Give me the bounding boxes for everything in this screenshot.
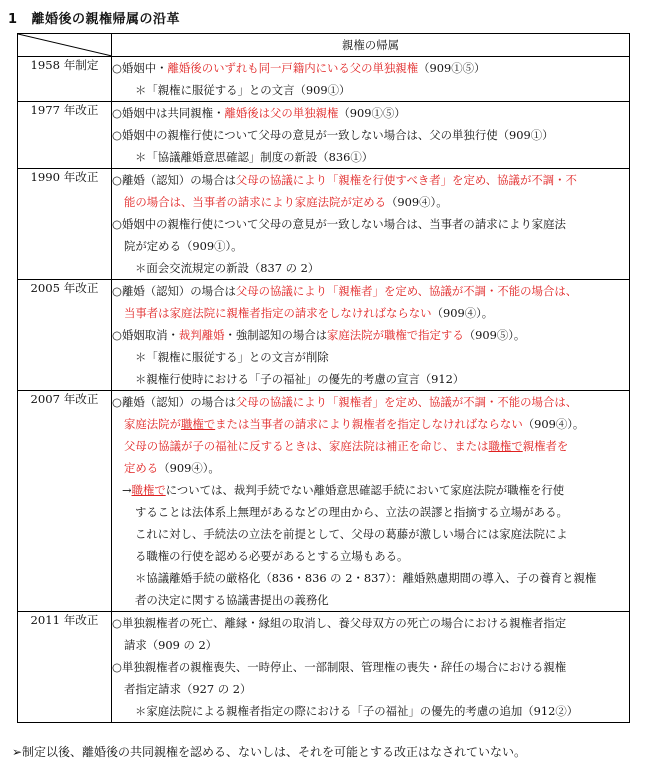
text-segment: ○婚姻中・ <box>112 61 168 75</box>
text-segment: ○婚姻中は共同親権・ <box>112 106 225 120</box>
description-line <box>112 213 629 235</box>
highlighted-text: 離婚後は父の単独親権 <box>224 106 339 120</box>
description-line <box>112 501 629 523</box>
description-line <box>112 634 629 656</box>
highlighted-text: 家庭法院が職権で指定する <box>327 328 464 342</box>
text-segment: （909④）。 <box>522 417 585 431</box>
description-line <box>112 280 629 302</box>
highlighted-text: 父母の協議により「親権者」を定め、協議が不調・不能の場合は、 <box>235 395 578 409</box>
text-segment: ○婚姻中の親権行使について父母の意見が一致しない場合は、当事者の請求により家庭法 <box>112 217 566 231</box>
custody-description <box>112 169 630 280</box>
text-segment: る職権の行使を認める必要があるとする立場もある。 <box>135 549 409 563</box>
revision-year: 2007 年改正 <box>18 391 112 612</box>
text-segment: ○婚姻中の親権行使について父母の意見が一致しない場合は、父の単独行使（909①） <box>112 128 554 142</box>
table-row <box>18 280 630 391</box>
section-title <box>8 8 180 27</box>
text-segment: ＊親権行使時における「子の福祉」の優先的考慮の宣言（912） <box>135 372 465 386</box>
description-line <box>112 700 629 722</box>
highlighted-text: 父母の協議が子の福祉に反するときは、家庭法院は補正を命じ、または <box>124 439 489 453</box>
highlighted-text: 職権で <box>180 417 216 431</box>
highlighted-text: 職権で <box>131 483 166 497</box>
description-line <box>112 235 629 257</box>
text-segment: ＊面会交流規定の新設（837 の 2） <box>135 261 320 275</box>
section-number: 1 <box>8 12 18 27</box>
text-segment: ＊協議離婚手続の厳格化（836・836 の 2・837）：離婚熟慮期間の導入、子の養育と親権 <box>135 571 597 585</box>
description-line <box>112 169 629 191</box>
highlighted-text: 職権で <box>488 439 523 453</box>
description-line <box>112 146 629 168</box>
table-body <box>18 57 630 723</box>
description-line <box>112 124 629 146</box>
description-line <box>112 678 629 700</box>
text-segment: ＊「親権に服従する」との文言（909①） <box>135 83 351 97</box>
description-line <box>112 102 629 124</box>
text-segment: ＊家庭法院による親権者指定の際における「子の福祉」の優先的考慮の追加（912②） <box>135 704 579 718</box>
revision-year: 1958 年制定 <box>18 57 112 102</box>
text-segment: ○単独親権者の死亡、離縁・縁組の取消し、養父母双方の死亡の場合における親権者指定 <box>112 616 567 630</box>
table-row <box>18 57 630 102</box>
text-segment: ○離婚（認知）の場合は <box>112 395 236 409</box>
description-line <box>112 57 629 79</box>
description-line <box>112 368 629 390</box>
highlighted-text: 定める <box>124 461 159 475</box>
description-line <box>112 435 629 457</box>
text-segment: （909⑤）。 <box>463 328 526 342</box>
description-line <box>112 457 629 479</box>
description-line <box>112 391 629 413</box>
description-line <box>112 413 629 435</box>
text-segment: 者の決定に関する協議書提出の義務化 <box>135 593 329 607</box>
highlighted-text: 家庭法院が <box>124 417 181 431</box>
description-line <box>112 191 629 213</box>
table-row <box>18 102 630 169</box>
text-segment: ○単独親権者の親権喪失、一時停止、一部制限、管理権の喪失・辞任の場合における親権 <box>112 660 567 674</box>
description-line <box>112 612 629 634</box>
revision-year: 2005 年改正 <box>18 280 112 391</box>
highlighted-text: または当事者の請求により親権者を指定しなければならない <box>215 417 523 431</box>
description-line <box>112 567 629 589</box>
text-segment: 請求（909 の 2） <box>124 638 218 652</box>
text-segment: → <box>122 483 132 497</box>
text-segment: （909④）。 <box>158 461 220 475</box>
description-line <box>112 257 629 279</box>
section-title-text: 離婚後の親権帰属の沿革 <box>31 12 181 27</box>
description-line <box>112 545 629 567</box>
table-row <box>18 169 630 280</box>
custody-description <box>112 391 630 612</box>
text-segment: 院が定める（909①）。 <box>124 239 243 253</box>
description-line <box>112 523 629 545</box>
table-row <box>18 612 630 723</box>
highlighted-text: 父母の協議により「親権者」を定め、協議が不調・不能の場合は、 <box>235 284 578 298</box>
revision-year: 2011 年改正 <box>18 612 112 723</box>
revision-year: 1990 年改正 <box>18 169 112 280</box>
text-segment: （909④）。 <box>386 195 448 209</box>
text-segment: （909①⑤） <box>338 106 406 120</box>
highlighted-text: 裁判離婚 <box>178 328 225 342</box>
description-line <box>112 324 629 346</box>
highlighted-text: 当事者は家庭法院に親権者指定の請求をしなければならない <box>124 306 432 320</box>
table-row <box>18 391 630 612</box>
text-segment: については、裁判手続でない離婚意思確認手続において家庭法院が職権を行使 <box>165 483 565 497</box>
text-segment: ＊「協議離婚意思確認」制度の新設（836①） <box>135 150 374 164</box>
footer-note: ➢制定以後、離婚後の共同親権を認める、ないしは、それを可能とする改正はなされていない。 <box>12 745 527 759</box>
highlighted-text: 能の場合は、当事者の請求により家庭法院が定める <box>124 195 386 209</box>
description-line <box>112 346 629 368</box>
description-line <box>112 79 629 101</box>
description-line <box>112 656 629 678</box>
text-segment: することは法体系上無理があるなどの理由から、立法の誤謬と指摘する立場がある。 <box>135 505 568 519</box>
description-line <box>112 589 629 611</box>
text-segment: ＊「親権に服従する」との文言が削除 <box>135 350 329 364</box>
custody-description <box>112 102 630 169</box>
text-segment: （909①⑤） <box>418 61 486 75</box>
table-header-custody: 親権の帰属 <box>112 34 630 57</box>
highlighted-text: 離婚後のいずれも同一戸籍内にいる父の単独親権 <box>167 61 419 75</box>
custody-description <box>112 612 630 723</box>
text-segment: ・強制認知の場合は <box>224 328 328 342</box>
text-segment: ○離婚（認知）の場合は <box>112 284 236 298</box>
custody-description <box>112 57 630 102</box>
description-line <box>112 479 629 501</box>
text-segment: （909④）。 <box>431 306 494 320</box>
text-segment: これに対し、手続法の立法を前提として、父母の葛藤が激しい場合には家庭法院によ <box>135 527 568 541</box>
text-segment: ○婚姻取消・ <box>112 328 179 342</box>
custody-history-table <box>17 33 630 723</box>
revision-year: 1977 年改正 <box>18 102 112 169</box>
text-segment: 者指定請求（927 の 2） <box>124 682 252 696</box>
highlighted-text: 親権者を <box>522 439 569 453</box>
description-line <box>112 302 629 324</box>
diagonal-line <box>18 34 112 56</box>
custody-description <box>112 280 630 391</box>
highlighted-text: 父母の協議により「親権を行使すべき者」を定め、協議が不調・不 <box>235 173 577 187</box>
text-segment: ○離婚（認知）の場合は <box>112 173 236 187</box>
table-corner-cell <box>18 34 112 57</box>
